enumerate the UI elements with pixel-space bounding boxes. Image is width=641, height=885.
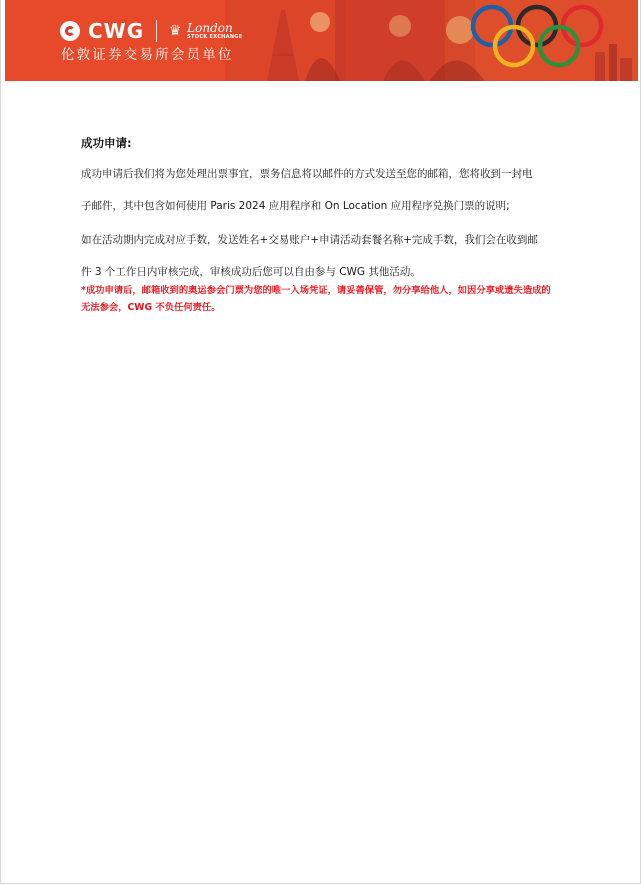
brand-subtitle: 伦敦证券交易所会员单位	[61, 47, 234, 63]
brand-logo-group	[60, 20, 242, 42]
notice-line-1: *成功申请后，邮箱收到的奥运参会门票为您的唯一入场凭证，请妥善保管，勿分享给他人，如因分享或遗失造成的	[81, 285, 551, 296]
document-body	[81, 136, 581, 316]
brand-name: CWG	[88, 19, 145, 43]
paragraph-2-line-2: 件 3 个工作日内审核完成，审核成功后您可以自由参与 CWG 其他活动。	[81, 266, 421, 278]
lse-logo	[167, 22, 242, 41]
section-heading: 成功申请:	[81, 136, 132, 150]
paragraph-1-line-2: 子邮件，其中包含如何使用 Paris 2024 应用程序和 On Location 应用程序兑换门票的说明;	[81, 200, 510, 212]
partner-exchange: STOCK EXCHANGE	[187, 33, 243, 40]
header-banner	[5, 0, 638, 81]
crest-icon: ♛	[168, 23, 182, 39]
paragraph-2-line-1: 如在活动期内完成对应手数，发送姓名+交易账户+申请活动套餐名称+完成手数，我们会在收到邮	[81, 234, 538, 246]
warning-notice	[81, 282, 581, 316]
cwg-logo-icon	[60, 21, 80, 41]
partner-city: London	[187, 20, 233, 35]
notice-line-2: 无法参会，CWG 不负任何责任。	[81, 302, 221, 313]
brand-divider	[156, 20, 157, 42]
paragraph-1-line-1: 成功申请后我们将为您处理出票事宜，票务信息将以邮件的方式发送至您的邮箱，您将收到一封电	[81, 168, 533, 180]
